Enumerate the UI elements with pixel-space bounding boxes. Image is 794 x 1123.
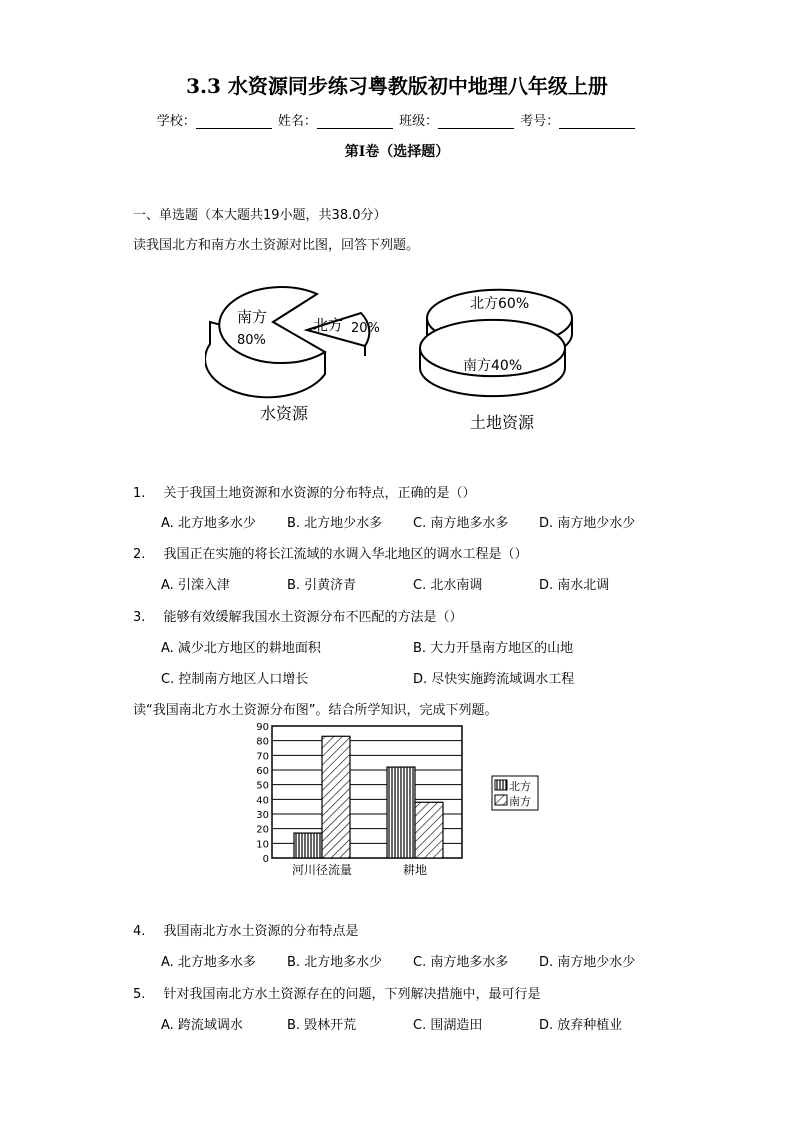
- legend-swatch-0: [495, 780, 507, 790]
- y-tick-label: 20: [256, 824, 269, 836]
- q5-option-a[interactable]: A. 跨流域调水: [161, 1018, 243, 1033]
- q4-option-c[interactable]: C. 南方地多水多: [413, 955, 509, 970]
- student-info-line: [0, 110, 794, 129]
- question-3-stem: 能够有效缓解我国水土资源分布不匹配的方法是（）: [163, 610, 463, 625]
- legend-swatch-1: [495, 795, 507, 805]
- name-label: 姓名：: [277, 114, 317, 129]
- question-5-number: 5.: [133, 987, 146, 1002]
- q1-option-b[interactable]: B. 北方地少水多: [287, 516, 383, 531]
- q3-option-c[interactable]: C. 控制南方地区人口增长: [161, 672, 309, 687]
- land-caption: 土地资源: [470, 413, 535, 432]
- q2-option-a[interactable]: A. 引滦入津: [161, 578, 230, 593]
- water-south-pct: 80%: [237, 333, 266, 348]
- q5-option-d[interactable]: D. 放弃种植业: [539, 1018, 623, 1033]
- q4-option-b[interactable]: B. 北方地多水少: [287, 955, 383, 970]
- question-2: [133, 543, 528, 562]
- question-4-stem: 我国南北方水土资源的分布特点是: [163, 924, 359, 939]
- page-title: 3.3 水资源同步练习粤教版初中地理八年级上册: [186, 74, 608, 98]
- legend-label: 南方: [509, 795, 531, 808]
- question-2-stem: 我国正在实施的将长江流域的水调入华北地区的调水工程是（）: [163, 547, 528, 562]
- y-tick-label: 0: [262, 854, 269, 865]
- exam-label: 考号：: [520, 114, 560, 129]
- chart-x-ticks: [292, 862, 427, 877]
- school-blank[interactable]: [196, 114, 272, 129]
- question-5: [133, 983, 541, 1002]
- chart-bars: [294, 736, 443, 858]
- name-blank[interactable]: [317, 114, 393, 129]
- water-land-bar-chart: [250, 718, 550, 883]
- question-4-number: 4.: [133, 924, 146, 939]
- school-label: 学校：: [156, 114, 196, 129]
- land-south-label: 南方40%: [463, 358, 523, 374]
- question-3: [133, 606, 463, 625]
- bar-south-1: [415, 802, 443, 858]
- y-tick-label: 40: [256, 795, 269, 807]
- q2-option-d[interactable]: D. 南水北调: [539, 578, 610, 593]
- y-tick-label: 70: [256, 751, 269, 763]
- question-5-stem: 针对我国南北方水土资源存在的问题，下列解决措施中，最可行是: [163, 987, 541, 1002]
- chart-y-ticks: [256, 722, 269, 865]
- question-2-number: 2.: [133, 547, 146, 562]
- y-tick-label: 50: [256, 780, 269, 792]
- x-tick-label: 河川径流量: [291, 863, 353, 877]
- question-1: [133, 482, 476, 501]
- intro-text-2: 读“我国南北方水土资源分布图”。结合所学知识，完成下列题。: [133, 703, 498, 718]
- q1-option-c[interactable]: C. 南方地多水多: [413, 516, 509, 531]
- q5-option-b[interactable]: B. 毁林开荒: [287, 1018, 357, 1033]
- q1-option-d[interactable]: D. 南方地少水少: [539, 516, 636, 531]
- exam-blank[interactable]: [559, 114, 635, 129]
- question-4: [133, 920, 359, 939]
- bar-north-0: [294, 833, 322, 858]
- question-3-number: 3.: [133, 610, 146, 625]
- q5-option-c[interactable]: C. 围湖造田: [413, 1018, 483, 1033]
- q3-option-a[interactable]: A. 减少北方地区的耕地面积: [161, 641, 321, 656]
- q2-option-c[interactable]: C. 北水南调: [413, 578, 483, 593]
- water-north-pct: 20%: [351, 321, 380, 336]
- q2-option-b[interactable]: B. 引黄济青: [287, 578, 357, 593]
- x-tick-label: 耕地: [402, 863, 428, 877]
- q3-option-b[interactable]: B. 大力开垦南方地区的山地: [413, 641, 574, 656]
- water-south-label: 南方: [237, 308, 268, 326]
- y-tick-label: 80: [256, 736, 269, 748]
- water-caption: 水资源: [260, 404, 309, 423]
- question-1-stem: 关于我国土地资源和水资源的分布特点，正确的是（）: [163, 486, 476, 501]
- y-tick-label: 60: [256, 766, 269, 777]
- question-1-number: 1.: [133, 486, 146, 501]
- section-heading: 一、单选题（本大题共19小题，共38.0分）: [133, 208, 387, 223]
- q3-option-d[interactable]: D. 尽快实施跨流域调水工程: [413, 672, 575, 687]
- chart-legend: [492, 776, 538, 810]
- volume-heading: 第I卷（选择题）: [344, 144, 450, 160]
- water-north-label: 北方: [313, 316, 344, 334]
- water-south-slice: [219, 287, 325, 363]
- q1-option-a[interactable]: A. 北方地多水少: [161, 516, 256, 531]
- class-label: 班级：: [399, 114, 439, 129]
- bar-north-1: [387, 767, 415, 858]
- q4-option-a[interactable]: A. 北方地多水多: [161, 955, 256, 970]
- land-north-label: 北方60%: [470, 296, 530, 312]
- bar-south-0: [322, 736, 350, 858]
- legend-label: 北方: [509, 780, 531, 793]
- intro-text-1: 读我国北方和南方水土资源对比图，回答下列题。: [133, 238, 420, 253]
- water-land-pie-figure: [205, 282, 595, 432]
- q4-option-d[interactable]: D. 南方地少水少: [539, 955, 636, 970]
- class-blank[interactable]: [438, 114, 514, 129]
- y-tick-label: 90: [256, 722, 269, 733]
- y-tick-label: 10: [256, 839, 269, 851]
- y-tick-label: 30: [256, 810, 269, 821]
